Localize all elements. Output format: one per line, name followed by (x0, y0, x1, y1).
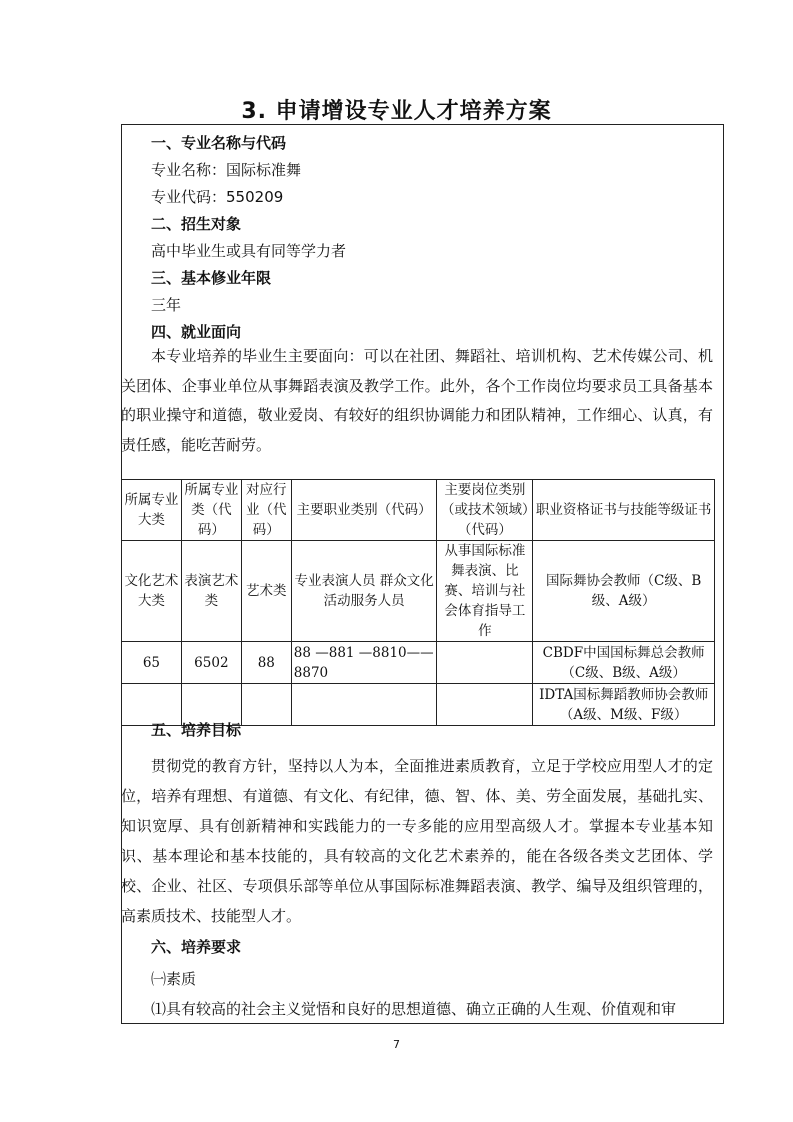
major-code-line (151, 186, 283, 207)
table-cell (437, 684, 533, 726)
duration-text: 三年 (151, 296, 182, 314)
employment-table (121, 479, 715, 726)
table-cell: 从事国际标准舞表演、比赛、培训与社会体育指导工作 (437, 541, 533, 642)
table-header-row (122, 480, 715, 541)
section-heading-duration: 三、基本修业年限 (151, 269, 272, 287)
enrollment-text: 高中毕业生或具有同等学力者 (151, 242, 347, 260)
section-heading-objectives: 五、培养目标 (151, 721, 242, 739)
section-heading-requirements: 六、培养要求 (151, 938, 242, 956)
table-cell: 65 (122, 642, 182, 684)
section-heading-name-code: 一、专业名称与代码 (151, 134, 287, 152)
table-cell: 6502 (181, 642, 241, 684)
table-cell: 文化艺术大类 (122, 541, 182, 642)
table-cell: 艺术类 (241, 541, 291, 642)
table-header-cell: 对应行业（代码） (241, 480, 291, 541)
document-title: 3. 申请增设专业人才培养方案 (241, 99, 552, 124)
table-header-cell: 所属专业类（代码） (181, 480, 241, 541)
table-header-cell: 职业资格证书与技能等级证书 (533, 480, 715, 541)
table-header-cell: 所属专业大类 (122, 480, 182, 541)
table-cell: 88 (241, 642, 291, 684)
table-cell: 88 —881 —8810——8870 (291, 642, 437, 684)
objectives-paragraph: 贯彻党的教育方针，坚持以人为本，全面推进素质教育，立足于学校应用型人才的定位，培养有理想、有道德、有文化、有纪律，德、智、体、美、劳全面发展，基础扎实、知识宽厚、具有创新精神和实践能力的一专多能的应用型高级人才。掌握本专业基本知识、基本理论和基本技能的，具有较高的文化艺术素养的，能在各级各类文艺团体、学校、企业、社区、专项俱乐部等单位从事国际标准舞蹈表演、教学、编导及组织管理的，高素质技术、技能型人才。 (121, 757, 713, 925)
table-cell: 表演艺术类 (181, 541, 241, 642)
table-cell: IDTA国标舞蹈教师协会教师（A级、M级、F级） (533, 684, 715, 726)
page-number: 7 (393, 1038, 400, 1051)
table-cell (291, 684, 437, 726)
major-code-value: 550209 (226, 188, 284, 206)
section-heading-enrollment: 二、招生对象 (151, 215, 242, 233)
subsection-quality: ㈠素质 (151, 970, 197, 988)
major-code-label: 专业代码： (151, 188, 227, 206)
table-row (122, 541, 715, 642)
table-header-cell: 主要岗位类别（或技术领域）（代码） (437, 480, 533, 541)
section-heading-employment: 四、就业面向 (151, 323, 242, 341)
employment-paragraph: 本专业培养的毕业生主要面向：可以在社团、舞蹈社、培训机构、艺术传媒公司、机关团体、企事业单位从事舞蹈表演及教学工作。此外，各个工作岗位均要求员工具备基本的职业操守和道德，敬业爱岗、有较好的组织协调能力和团队精神，工作细心、认真，有责任感，能吃苦耐劳。 (121, 347, 713, 454)
table-row (122, 642, 715, 684)
table-cell: CBDF中国国标舞总会教师（C级、B级、A级） (533, 642, 715, 684)
table-cell (241, 684, 291, 726)
major-name-line: 专业名称：国际标准舞 (151, 161, 302, 179)
requirement-item: ⑴具有较高的社会主义觉悟和良好的思想道德、确立正确的人生观、价值观和审 (151, 1000, 677, 1018)
table-cell: 专业表演人员 群众文化活动服务人员 (291, 541, 437, 642)
table-cell: 国际舞协会教师（C级、B级、A级） (533, 541, 715, 642)
table-header-cell: 主要职业类别（代码） (291, 480, 437, 541)
table-cell (437, 642, 533, 684)
